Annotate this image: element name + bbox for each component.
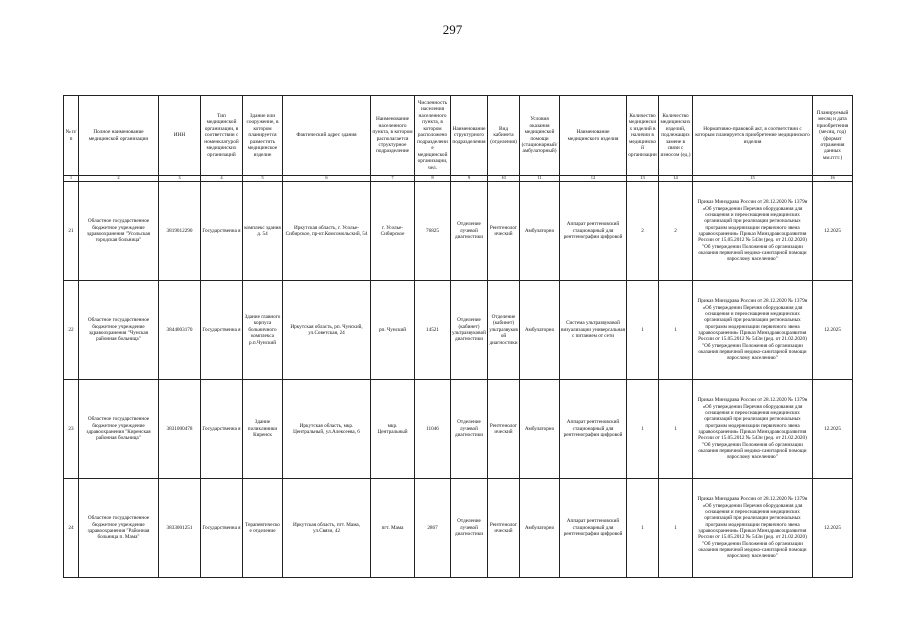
building: Здание поликлиники Киренск: [243, 380, 283, 479]
row-number: 24: [64, 479, 79, 578]
population: 14521: [415, 281, 451, 380]
unit: Отделение (кабинет) ультразвуковой диагностики: [451, 281, 488, 380]
conditions: Амбулаторно: [520, 182, 560, 281]
building: комплекс здания д. 54: [243, 182, 283, 281]
address: Иркутская область, пгт. Мама, ул.Связи, 42: [283, 479, 371, 578]
column-header: Количество медицинских изделий в наличии в медицинской организации: [627, 96, 659, 176]
building: Терапевтическое отделение: [243, 479, 283, 578]
device: Аппарат рентгеновский стационарный для рентгенографии цифровой: [560, 182, 627, 281]
replace-quantity: 1: [659, 479, 693, 578]
inn: 3819012290: [159, 182, 201, 281]
population: 76825: [415, 182, 451, 281]
column-number: 11: [520, 176, 560, 182]
legal-act: Приказ Минздрава России от 28.12.2020 № 1379н «Об утверждении Перечня оборудования для оснащения и переоснащения медицинских организаций при реализации региональных программ модернизации первичного звена здравоохранения» Приказ Минздравсоцразвития России от 15.05.2012 № 543н (ред. от 21.02.2020) "Об утверждении Положения об организации оказания первичной медико-санитарной помощи взрослому населению": [693, 182, 813, 281]
table-row: [64, 479, 853, 578]
column-number: 6: [283, 176, 371, 182]
legal-act: Приказ Минздрава России от 28.12.2020 № 1379н «Об утверждении Перечня оборудования для оснащения и переоснащения медицинских организаций при реализации региональных программ модернизации первичного звена здравоохранения» Приказ Минздравсоцразвития России от 15.05.2012 № 543н (ред. от 21.02.2020) "Об утверждении Положения об организации оказания первичной медико-санитарной помощи взрослому населению": [693, 479, 813, 578]
org-type: Государственна я: [201, 479, 243, 578]
column-header: Наименование населенного пункта, в котором располагается структурное подразделение: [371, 96, 415, 176]
org-name: Областное государственное бюджетное учреждение здравоохранения "Районная больница п. Мама": [79, 479, 159, 578]
population: 11046: [415, 380, 451, 479]
column-header: Нормативно-правовой акт, в соответствии с которым планируется приобретение медицинского изделия: [693, 96, 813, 176]
column-header: Наименование структурного подразделения: [451, 96, 488, 176]
legal-act: Приказ Минздрава России от 28.12.2020 № 1379н «Об утверждении Перечня оборудования для оснащения и переоснащения медицинских организаций при реализации региональных программ модернизации первичного звена здравоохранения» Приказ Минздравсоцразвития России от 15.05.2012 № 543н (ред. от 21.02.2020) "Об утверждении Положения об организации оказания первичной медико-санитарной помощи взрослому населению": [693, 281, 813, 380]
purchase-date: 12.2025: [813, 281, 853, 380]
cabinet: Рентгенологический: [488, 479, 520, 578]
column-header: Численность населения населенного пункта, в котором расположено подразделение медицинской организации, чел.: [415, 96, 451, 176]
replace-quantity: 1: [659, 281, 693, 380]
settlement: мкр. Центральный: [371, 380, 415, 479]
purchase-date: 12.2025: [813, 182, 853, 281]
inn: 3831000478: [159, 380, 201, 479]
row-number: 22: [64, 281, 79, 380]
column-number: 9: [451, 176, 488, 182]
conditions: Амбулаторно: [520, 281, 560, 380]
quantity: 1: [627, 281, 659, 380]
org-type: Государственна я: [201, 182, 243, 281]
column-number: 5: [243, 176, 283, 182]
address: Иркутская область, г. Усолье-Сибирское, пр-кт.Комсомольский, 54: [283, 182, 371, 281]
column-number: 4: [201, 176, 243, 182]
address: Иркутская область, рп. Чунский, ул.Советская, 24: [283, 281, 371, 380]
cabinet: Отделение (кабинет) ультразвуковой диагностики: [488, 281, 520, 380]
unit: Отделение лучевой диагностики: [451, 380, 488, 479]
column-header: Тип медицинской организации, в соответствии с номенклатурой медицинских организаций: [201, 96, 243, 176]
legal-act: Приказ Минздрава России от 28.12.2020 № 1379н «Об утверждении Перечня оборудования для оснащения и переоснащения медицинских организаций при реализации региональных программ модернизации первичного звена здравоохранения» Приказ Минздравсоцразвития России от 15.05.2012 № 543н (ред. от 21.02.2020) "Об утверждении Положения об организации оказания первичной медико-санитарной помощи взрослому населению": [693, 380, 813, 479]
column-header: Наименование медицинского изделия: [560, 96, 627, 176]
table-row: [64, 380, 853, 479]
row-number: 21: [64, 182, 79, 281]
table-row: [64, 182, 853, 281]
org-type: Государственна я: [201, 281, 243, 380]
column-number: 8: [415, 176, 451, 182]
column-header: Здание или сооружение, в котором планируется разместить медицинское изделие: [243, 96, 283, 176]
unit: Отделение лучевой диагностики: [451, 182, 488, 281]
cabinet: Рентгенологический: [488, 182, 520, 281]
column-number: 14: [659, 176, 693, 182]
quantity: 2: [627, 182, 659, 281]
table-header-row: [64, 96, 853, 176]
org-name: Областное государственное бюджетное учреждение здравоохранения "Усольская городская больница": [79, 182, 159, 281]
quantity: 1: [627, 479, 659, 578]
conditions: Амбулаторно: [520, 479, 560, 578]
table-row: [64, 281, 853, 380]
building: Здание главного корпуса больничного комплекса р.п.Чунский: [243, 281, 283, 380]
column-header: Полное наименование медицинской организации: [79, 96, 159, 176]
device: Аппарат рентгеновский стационарный для рентгенографии цифровой: [560, 380, 627, 479]
column-header: Планируемый месяц и дата приобретения (месяц, год) (формат отражения данных мм.гггг.): [813, 96, 853, 176]
inn: 3833001251: [159, 479, 201, 578]
settlement: пгт. Мама: [371, 479, 415, 578]
org-type: Государственна я: [201, 380, 243, 479]
column-header: № п/п: [64, 96, 79, 176]
address: Иркутская область, мкр. Центральный, ул.Алексеева, 6: [283, 380, 371, 479]
page-number: 297: [442, 22, 463, 37]
column-number: 2: [79, 176, 159, 182]
column-header: ИНН: [159, 96, 201, 176]
device: Система ультразвуковой визуализации универсальная с питанием от сети: [560, 281, 627, 380]
column-header: Количество медицинских изделий, подлежащих замене в связи с износом (ед.): [659, 96, 693, 176]
column-number: 13: [627, 176, 659, 182]
population: 2867: [415, 479, 451, 578]
unit: Отделение лучевой диагностики: [451, 479, 488, 578]
column-header: Фактический адрес здания: [283, 96, 371, 176]
settlement: г. Усолье-Сибирское: [371, 182, 415, 281]
purchase-date: 12.2025: [813, 380, 853, 479]
org-name: Областное государственное бюджетное учреждение здравоохранения "Киренская районная больница": [79, 380, 159, 479]
column-number: 15: [693, 176, 813, 182]
settlement: рп. Чунский: [371, 281, 415, 380]
column-header: Вид кабинета (отделения): [488, 96, 520, 176]
conditions: Амбулаторно: [520, 380, 560, 479]
row-number: 23: [64, 380, 79, 479]
cabinet: Рентгенологический: [488, 380, 520, 479]
column-number: 12: [560, 176, 627, 182]
inn: 3844003170: [159, 281, 201, 380]
device: Аппарат рентгеновский стационарный для рентгенографии цифровой: [560, 479, 627, 578]
column-number: 16: [813, 176, 853, 182]
column-number: 10: [488, 176, 520, 182]
replace-quantity: 1: [659, 380, 693, 479]
purchase-date: 12.2025: [813, 479, 853, 578]
column-number: 7: [371, 176, 415, 182]
column-number: 3: [159, 176, 201, 182]
quantity: 1: [627, 380, 659, 479]
column-number: 1: [64, 176, 79, 182]
org-name: Областное государственное бюджетное учреждение здравоохранения "Чунская районная больница": [79, 281, 159, 380]
column-header: Условия оказания медицинской помощи (стационарный/амбулаторный): [520, 96, 560, 176]
equipment-table: [63, 95, 853, 578]
replace-quantity: 2: [659, 182, 693, 281]
